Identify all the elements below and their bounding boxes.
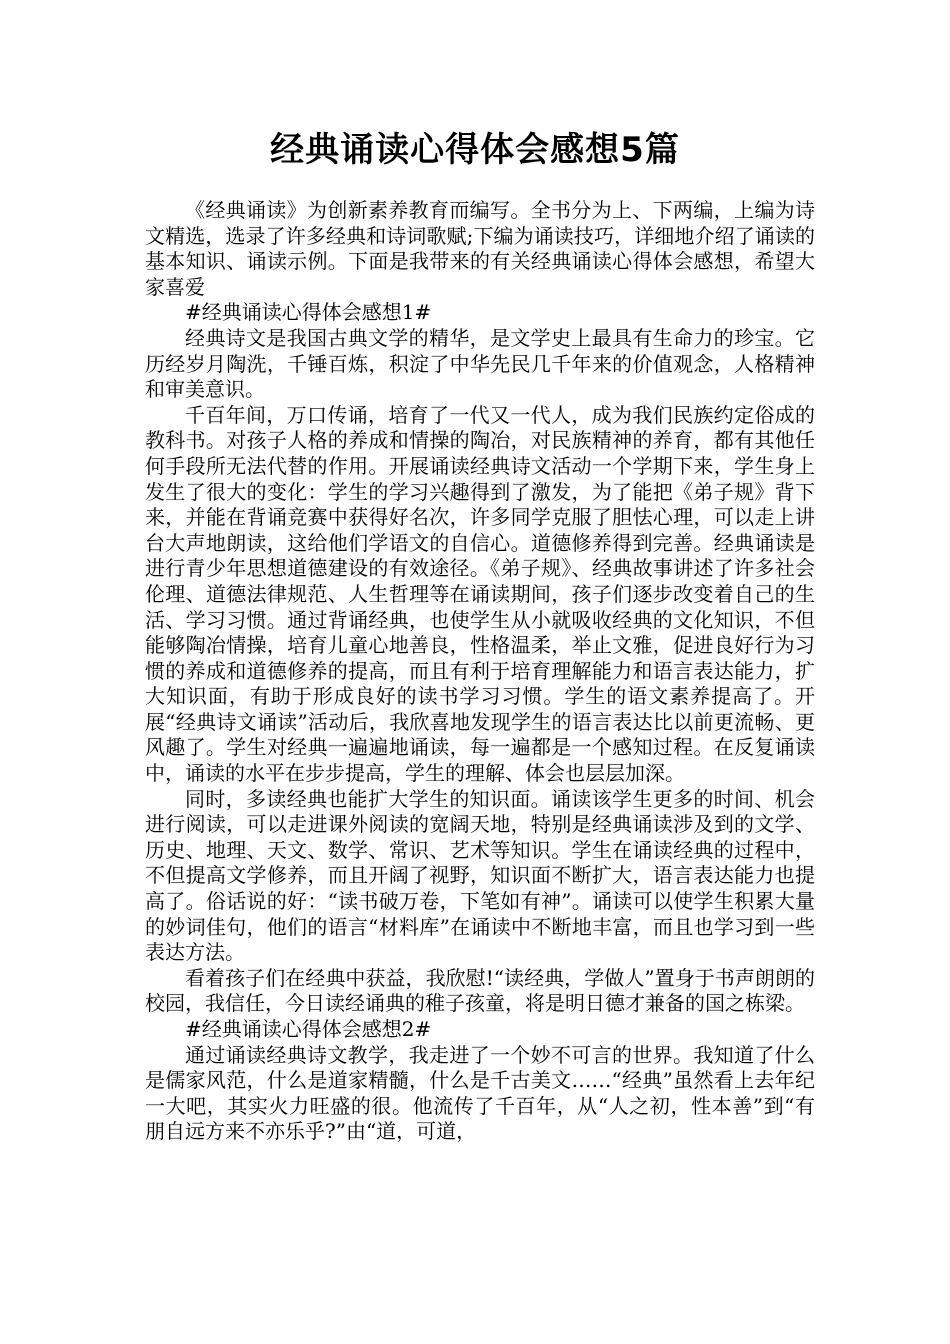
section-1-paragraph-2: 千百年间，万口传诵，培育了一代又一代人，成为我们民族约定俗成的教科书。对孩子人格的养成和情操的陶冶，对民族精神的养育，都有其他任何手段所无法代替的作用。开展诵读经典诗文活动一个学期下来，学生身上发生了很大的变化：学生的学习兴趣得到了激发，为了能把《弟子规》背下来，并能在背诵竞赛中获得好名次，许多同学克服了胆怯心理，可以走上讲台大声地朗读，这给他们学语文的自信心。道德修养得到完善。经典诵读是进行青少年思想道德建设的有效途径。《弟子规》、经典故事讲述了许多社会伦理、道德法律规范、人生哲理等在诵读期间，孩子们逐步改变着自己的生活、学习习惯。通过背诵经典，也使学生从小就吸收经典的文化知识，不但能够陶冶情操，培育儿童心地善良，性格温柔，举止文雅，促进良好行为习惯的养成和道德修养的提高，而且有利于培育理解能力和语言表达能力，扩大知识面，有助于形成良好的读书学习习惯。学生的语文素养提高了。开展“经典诗文诵读”活动后，我欣喜地发现学生的语言表达比以前更流畅、更风趣了。学生对经典一遍遍地诵读，每一遍都是一个感知过程。在反复诵读中，诵读的水平在步步提高，学生的理解、体会也层层加深。	[145, 402, 815, 786]
section-2-paragraph-1: 通过诵读经典诗文教学，我走进了一个妙不可言的世界。我知道了什么是儒家风范，什么是道家精髓，什么是千古美文……“经典”虽然看上去年纪一大吧，其实火力旺盛的很。他流传了千百年，从“人之初，性本善”到“有朋自远方来不亦乐乎?”由“道，可道，	[145, 1042, 815, 1144]
section-heading-1: #经典诵读心得体会感想1#	[185, 300, 432, 325]
section-heading-2: #经典诵读心得体会感想2#	[185, 1017, 432, 1041]
section-1-paragraph-3: 同时，多读经典也能扩大学生的知识面。诵读该学生更多的时间、机会进行阅读，可以走进课外阅读的宽阔天地，特别是经典诵读涉及到的文学、历史、地理、天文、数学、常识、艺术等知识。学生在诵读经典的过程中，不但提高文学修养，而且开阔了视野，知识面不断扩大，语言表达能力也提高了。俗话说的好：“读书破万卷，下笔如有神”。诵读可以使学生积累大量的妙词佳句，他们的语言“材料库”在诵读中不断地丰富，而且也学习到一些表达方法。	[145, 786, 815, 965]
section-1-paragraph-4: 看着孩子们在经典中获益，我欣慰!“读经典，学做人”置身于书声朗朗的校园，我信任，今日读经诵典的稚子孩童，将是明日德才兼备的国之栋梁。	[145, 965, 815, 1016]
intro-paragraph: 《经典诵读》为创新素养教育而编写。全书分为上、下两编，上编为诗文精选，选录了许多经典和诗词歌赋;下编为诵读技巧，详细地介绍了诵读的基本知识、诵读示例。下面是我带来的有关经典诵读心得体会感想，希望大家喜爱	[145, 198, 815, 299]
document-body	[145, 198, 815, 1145]
section-1-paragraph-1: 经典诗文是我国古典文学的精华，是文学史上最具有生命力的珍宝。它历经岁月陶洗，千锤百炼，积淀了中华先民几千年来的价值观念，人格精神和审美意识。	[145, 325, 815, 402]
document-title: 经典诵读心得体会感想5篇	[270, 130, 680, 170]
